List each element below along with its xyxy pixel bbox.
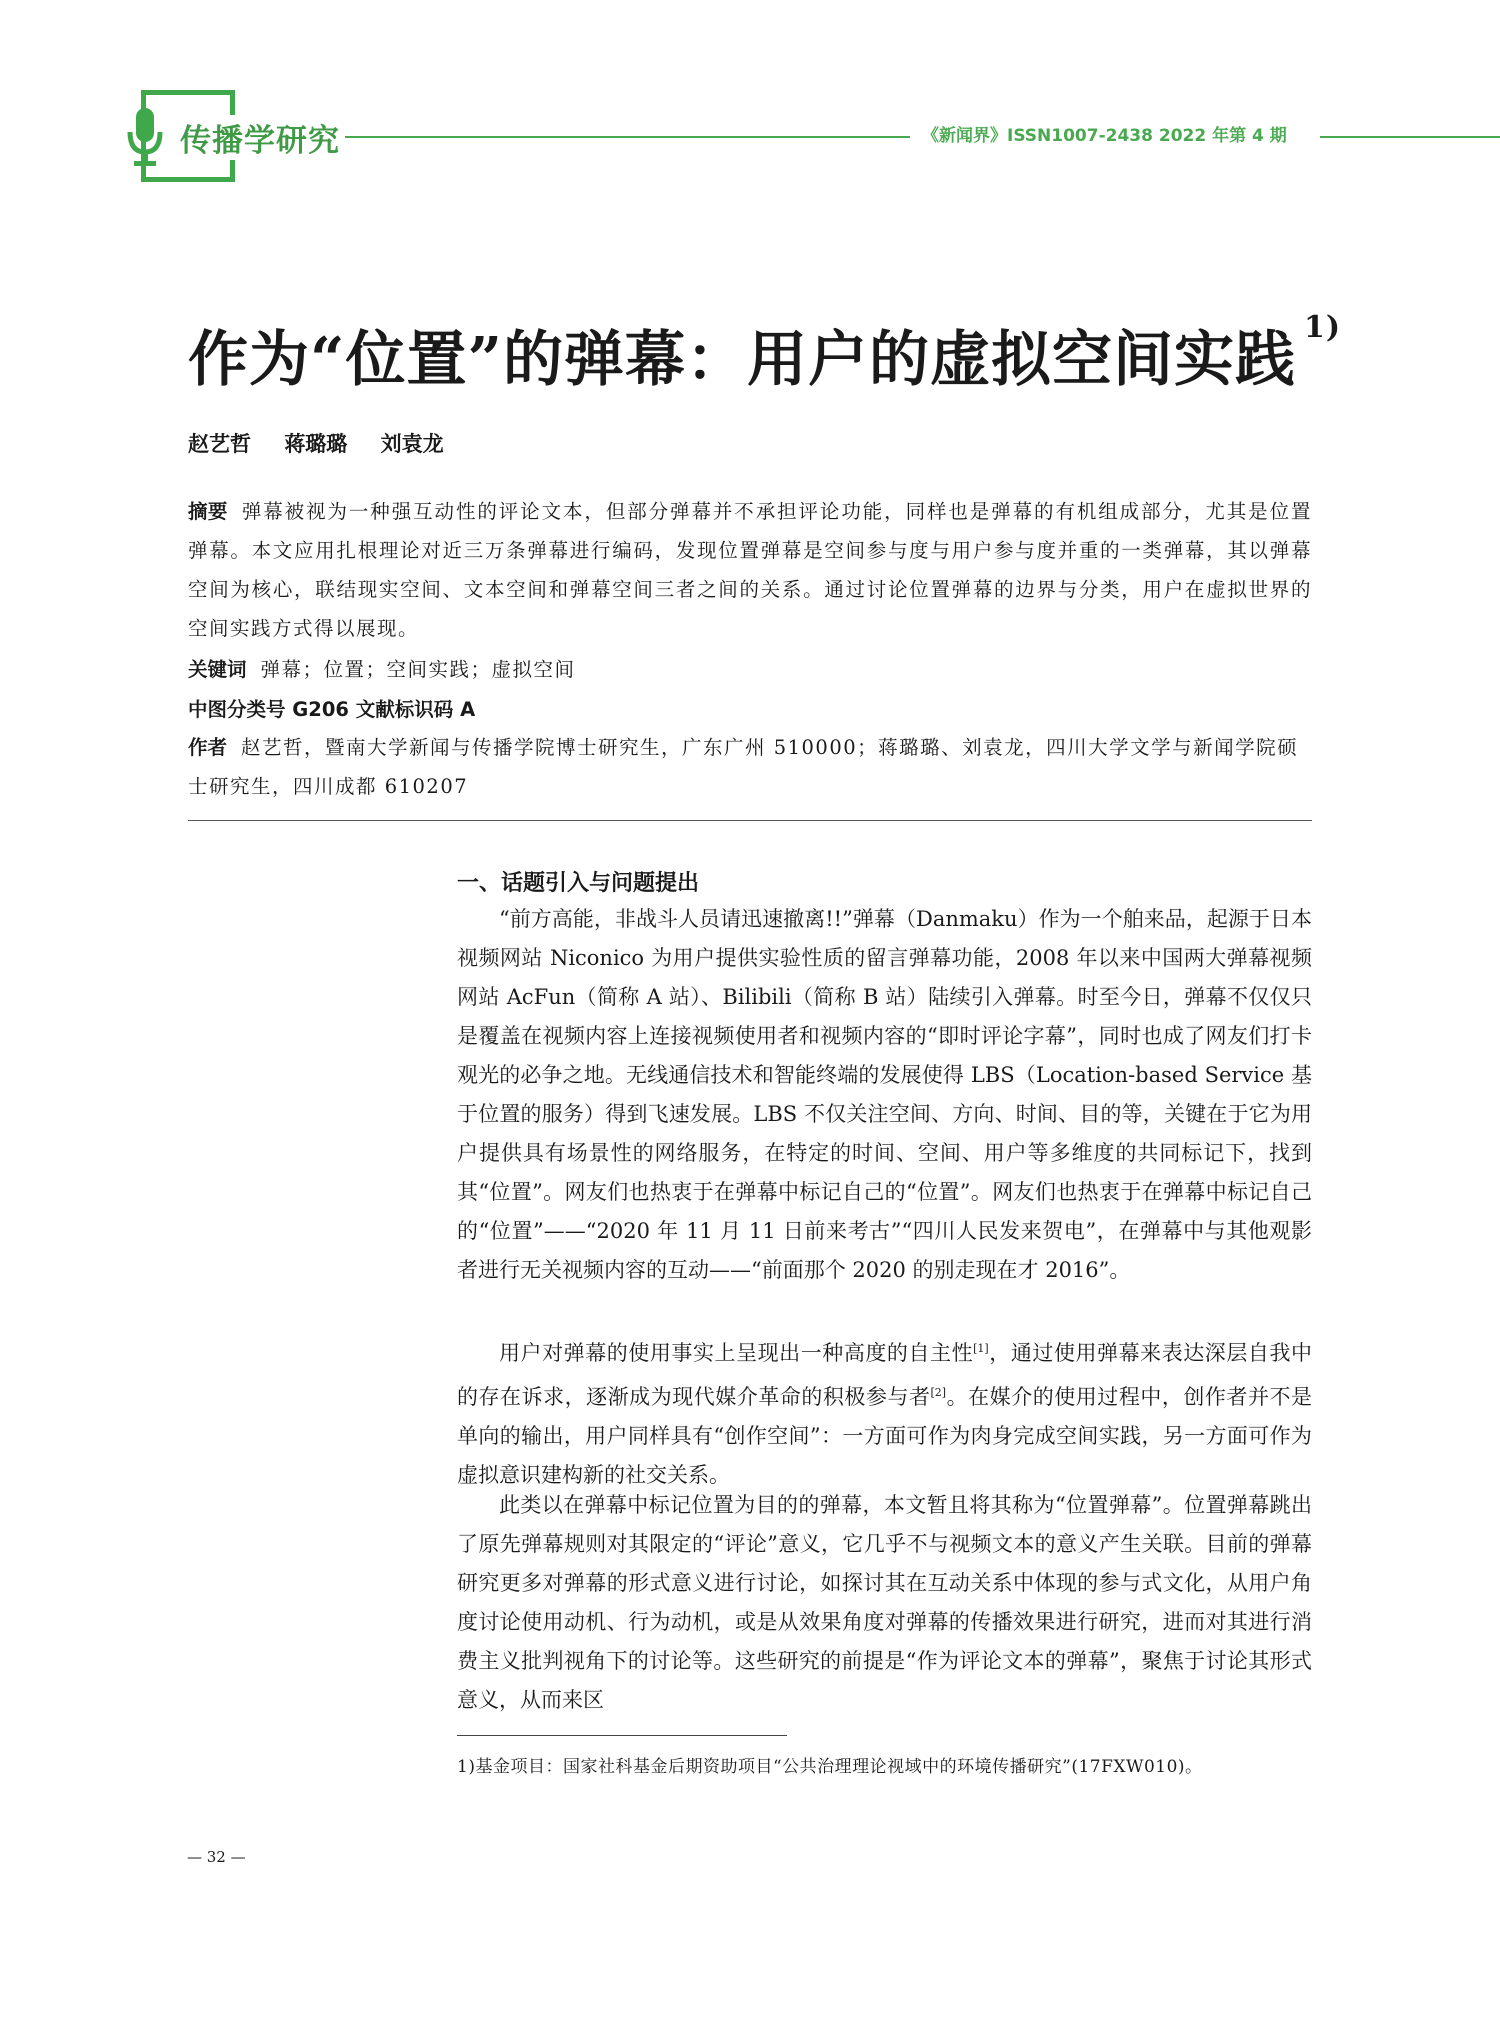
author-info-label: 作者 bbox=[188, 736, 228, 759]
keywords-text: 弹幕；位置；空间实践；虚拟空间 bbox=[260, 658, 576, 681]
author-info-text: 赵艺哲，暨南大学新闻与传播学院博士研究生，广东广州 510000；蒋璐璐、刘袁龙，四川大学文学与新闻学院硕士研究生，四川成都 610207 bbox=[188, 736, 1299, 798]
author-name: 赵艺哲 bbox=[188, 432, 251, 456]
journal-info: 《新闻界》ISSN1007-2438 2022 年第 4 期 bbox=[922, 126, 1287, 146]
abstract-divider bbox=[188, 820, 1312, 821]
header-rule-right bbox=[1320, 136, 1500, 138]
citation-ref[interactable]: [2] bbox=[930, 1386, 947, 1399]
section-heading: 一、话题引入与问题提出 bbox=[457, 871, 700, 896]
article-title: 作为“位置”的弹幕：用户的虚拟空间实践 $^{1)}$ bbox=[188, 310, 1342, 395]
keywords-label: 关键词 bbox=[188, 658, 247, 681]
author-name: 蒋璐璐 bbox=[284, 432, 348, 456]
abstract bbox=[188, 492, 1312, 648]
body-paragraph: “前方高能，非战斗人员请迅速撤离!!”弹幕（Danmaku）作为一个舶来品，起源于日本视频网站 Niconico 为用户提供实验性质的留言弹幕功能，2008 年以来中国两大弹幕视频网站 AcFun（简称 A 站）、Bilibili（简称 B 站）陆续引入弹幕。时至今日，弹幕不仅仅只是覆盖在视频内容上连接视频使用者和视频内容的“即时评论字幕”，同时也成了网友们打卡观光的必争之地。无线通信技术和智能终端的发展使得 LBS（Location-based Service 基于位置的服务）得到飞速发展。LBS 不仅关注空间、方向、时间、目的等，关键在于它为用户提供具有场景性的网络服务，在特定的时间、空间、用户等多维度的共同标记下，找到其“位置”。网友们也热衷于在弹幕中标记自己的“位置”。网友们也热衷于在弹幕中标记自己的“位置”——“2020 年 11 月 11 日前来考古”“四川人民发来贺电”，在弹幕中与其他观影者进行无关视频内容的互动——“前面那个 2020 的别走现在才 2016”。 bbox=[457, 907, 1312, 1282]
title-footnote-mark: 1) bbox=[1304, 310, 1342, 345]
author-info bbox=[188, 728, 1312, 806]
keywords bbox=[188, 650, 1312, 689]
citation-ref[interactable]: [1] bbox=[973, 1342, 989, 1355]
body-paragraph: 用户对弹幕的使用事实上呈现出一种高度的自主性[1]，通过使用弹幕来表达深层自我中的存在诉求，逐渐成为现代媒介革命的积极参与者[2]。在媒介的使用过程中，创作者并不是单向的输出，用户同样具有“创作空间”：一方面可作为肉身完成空间实践，另一方面可作为虚拟意识建构新的社交关系。 bbox=[457, 1341, 1313, 1487]
classification-codes: 中图分类号 G206 文献标识码 A bbox=[188, 698, 476, 721]
author-name: 刘袁龙 bbox=[380, 432, 444, 456]
section-name: 传播学研究 bbox=[180, 115, 346, 160]
footnote-rule bbox=[457, 1735, 787, 1736]
page-number: — 32 — bbox=[187, 1848, 246, 1866]
footnote: 1)基金项目：国家社科基金后期资助项目“公共治理理论视域中的环境传播研究”(17FXW010)。 bbox=[457, 1757, 1203, 1777]
author-list bbox=[188, 428, 470, 458]
header-rule-left bbox=[345, 136, 910, 138]
microphone-icon bbox=[126, 106, 164, 168]
abstract-text: 弹幕被视为一种强互动性的评论文本，但部分弹幕并不承担评论功能，同样也是弹幕的有机组成部分，尤其是位置弹幕。本文应用扎根理论对近三万条弹幕进行编码，发现位置弹幕是空间参与度与用户参与度并重的一类弹幕，其以弹幕空间为核心，联结现实空间、文本空间和弹幕空间三者之间的关系。通过讨论位置弹幕的边界与分类，用户在虚拟世界的空间实践方式得以展现。 bbox=[188, 500, 1312, 640]
body-paragraph: 此类以在弹幕中标记位置为目的的弹幕，本文暂且将其称为“位置弹幕”。位置弹幕跳出了原先弹幕规则对其限定的“评论”意义，它几乎不与视频文本的意义产生关联。目前的弹幕研究更多对弹幕的形式意义进行讨论，如探讨其在互动关系中体现的参与式文化，从用户角度讨论使用动机、行为动机，或是从效果角度对弹幕的传播效果进行研究，进而对其进行消费主义批判视角下的讨论等。这些研究的前提是“作为评论文本的弹幕”，聚焦于讨论其形式意义，从而来区 bbox=[457, 1493, 1312, 1712]
abstract-label: 摘要 bbox=[188, 500, 228, 523]
